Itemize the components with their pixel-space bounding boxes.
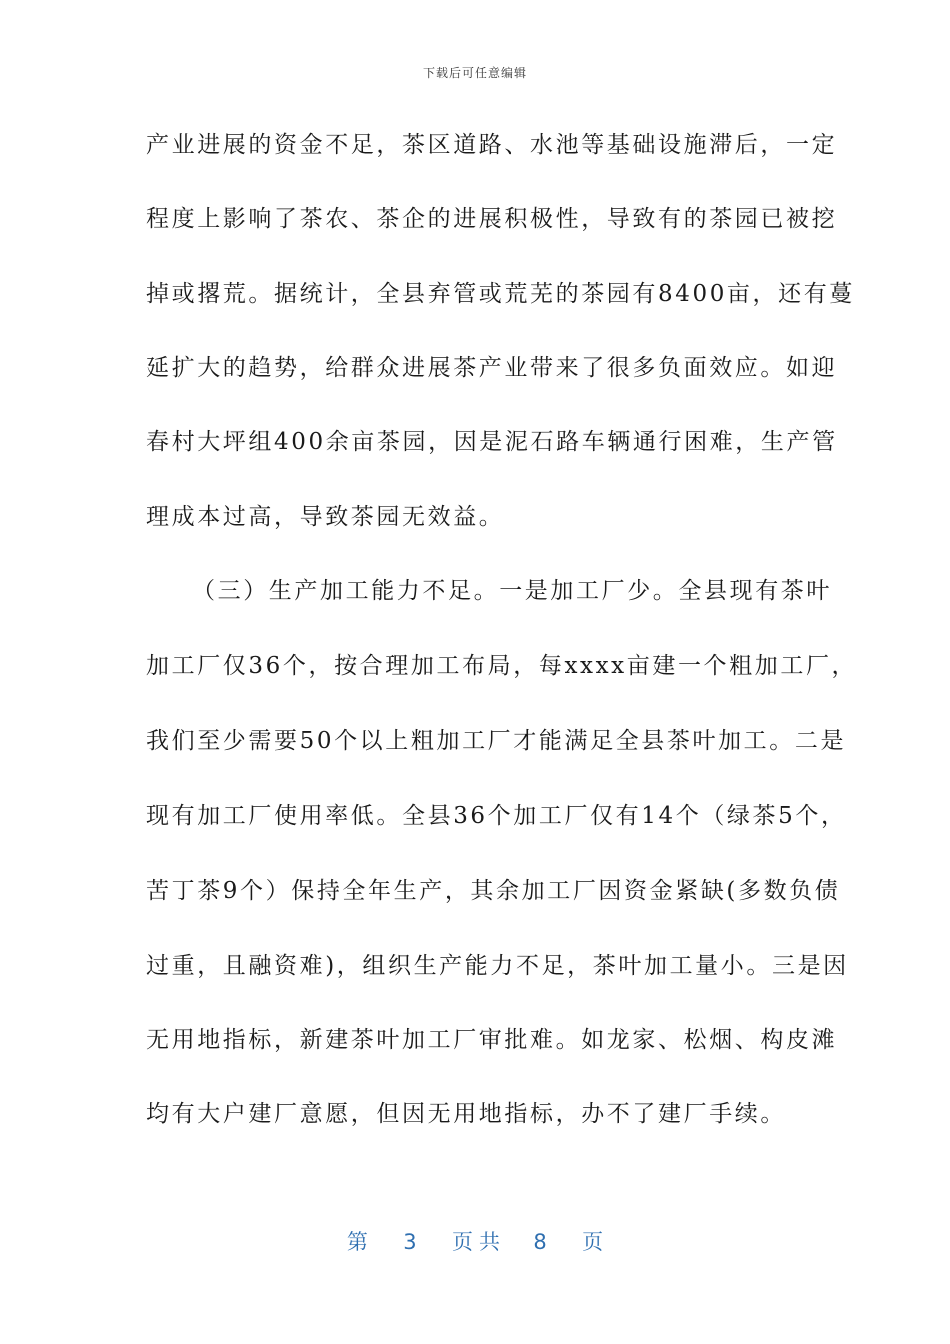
text-line: 掉或撂荒。据统计，全县弃管或荒芜的茶园有8400亩，还有蔓 [146,281,855,307]
footer-current-page: 3 [403,1230,417,1254]
text-line: 春村大坪组400余亩茶园，因是泥石路车辆通行困难，生产管 [146,429,838,455]
footer-total-pages: 8 [533,1230,547,1254]
text-line: 我们至少需要50个以上粗加工厂才能满足全县茶叶加工。二是 [146,728,847,754]
text-line: 加工厂仅36个，按合理加工布局，每xxxx亩建一个粗加工厂， [146,653,858,679]
text-line: 延扩大的趋势，给群众进展茶产业带来了很多负面效应。如迎 [146,355,838,381]
header-note: 下载后可任意编辑 [422,66,527,80]
text-line: （三）生产加工能力不足。一是加工厂少。全县现有茶叶 [192,578,832,604]
text-line: 现有加工厂使用率低。全县36个加工厂仅有14个（绿茶5个， [146,803,847,829]
text-line: 过重，且融资难)，组织生产能力不足，茶叶加工量小。三是因 [146,953,849,979]
text-line: 无用地指标，新建茶叶加工厂审批难。如龙家、松烟、构皮滩 [146,1027,838,1053]
text-line: 苦丁茶9个）保持全年生产，其余加工厂因资金紧缺(多数负债 [146,878,841,904]
text-line: 产业进展的资金不足，茶区道路、水池等基础设施滞后，一定 [146,132,838,158]
page-footer [0,1226,950,1256]
text-line: 均有大户建厂意愿，但因无用地指标，办不了建厂手续。 [146,1101,786,1127]
text-line: 理成本过高，导致茶园无效益。 [146,504,505,530]
text-line: 程度上影响了茶农、茶企的进展积极性，导致有的茶园已被挖 [146,206,838,232]
footer-suffix: 页 [582,1230,604,1254]
footer-middle: 页共 [452,1230,506,1254]
footer-prefix: 第 [346,1230,368,1254]
